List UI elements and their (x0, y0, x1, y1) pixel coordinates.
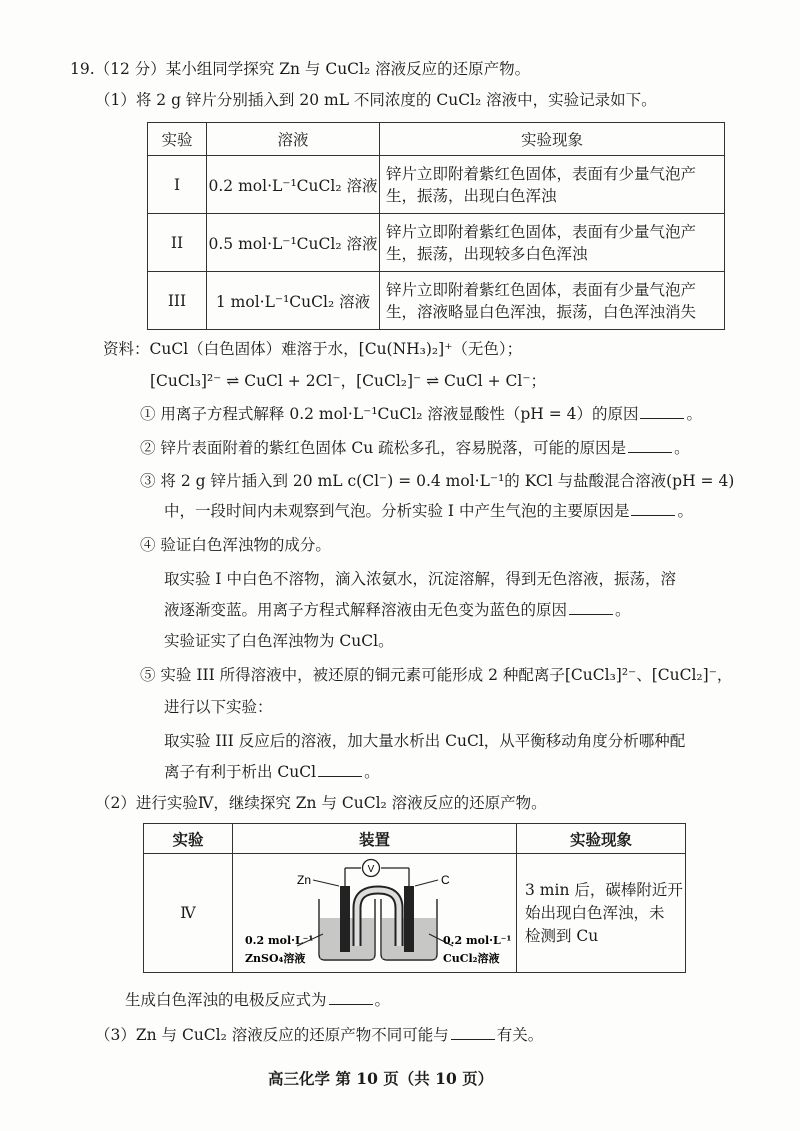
part2-intro: （2）进行实验Ⅳ，继续探究 Zn 与 CuCl₂ 溶液反应的还原产物。 (95, 794, 547, 812)
header-observation: 实验现象 (517, 824, 686, 854)
sub-question-5b: 进行以下实验： (164, 698, 273, 716)
observation-cell: 锌片立即附着紫红色固体，表面有少量气泡产 生，振荡，出现较多白色浑浊 (380, 214, 725, 272)
sub-question-5a: ⑤ 实验 III 所得溶液中，被还原的铜元素可能形成 2 种配离子[CuCl₃]²⁻、[CuCl₂]⁻， (140, 666, 733, 684)
zinc-electrode-icon (340, 886, 350, 952)
experiment-table-1 (147, 122, 725, 330)
svg-text:V: V (367, 864, 375, 875)
sub-question-3a: ③ 将 2 g 锌片插入到 20 mL c(Cl⁻) = 0.4 mol·L⁻¹的 KCl 与盐酸混合溶液(pH = 4) (140, 472, 735, 490)
table-row (148, 214, 725, 272)
header-exp: 实验 (144, 824, 233, 854)
electrochemical-cell-diagram (233, 854, 516, 972)
part1-intro: （1）将 2 g 锌片分别插入到 20 mL 不同浓度的 CuCl₂ 溶液中，实验记录如下。 (95, 91, 657, 109)
svg-text:CuCl₂溶液: CuCl₂溶液 (443, 952, 500, 965)
solution-cell: 1 mol·L⁻¹CuCl₂ 溶液 (207, 272, 380, 330)
exp-id: III (148, 272, 207, 330)
table-row (148, 156, 725, 214)
exp-id: Ⅳ (144, 854, 233, 973)
sub-question-4: ④ 验证白色浑浊物的成分。 (140, 536, 331, 554)
header-exp: 实验 (148, 123, 207, 156)
sub-question-5d: 离子有利于析出 CuCl 。 (164, 763, 380, 781)
observation-cell: 锌片立即附着紫红色固体，表面有少量气泡产 生，溶液略显白色浑浊，振荡，白色浑浊消失 (380, 272, 725, 330)
svg-text:ZnSO₄溶液: ZnSO₄溶液 (245, 952, 306, 965)
answer-blank[interactable] (451, 1025, 495, 1040)
info-line-1: 资料：CuCl（白色固体）难溶于水，[Cu(NH₃)₂]⁺（无色）； (103, 340, 523, 358)
header-solution: 溶液 (207, 123, 380, 156)
answer-blank[interactable] (631, 501, 675, 516)
carbon-electrode-icon (404, 886, 414, 952)
svg-text:0.2 mol·L⁻¹: 0.2 mol·L⁻¹ (245, 934, 314, 947)
experiment-table-2 (143, 823, 686, 973)
table-row (148, 272, 725, 330)
header-observation: 实验现象 (380, 123, 725, 156)
part2-question: 生成白色浑浊的电极反应式为 。 (125, 991, 391, 1009)
svg-text:C: C (441, 873, 450, 887)
svg-text:Zn: Zn (297, 873, 312, 887)
sub-question-4a: 取实验 I 中白色不溶物，滴入浓氨水，沉淀溶解，得到无色溶液，振荡，溶 (164, 570, 676, 588)
part3-question: （3）Zn 与 CuCl₂ 溶液反应的还原产物不同可能与 有关。 (95, 1026, 544, 1044)
observation-cell: 3 min 后，碳棒附近开 始出现白色浑浊，未 检测到 Cu (517, 854, 686, 973)
answer-blank[interactable] (329, 990, 373, 1005)
sub-question-4c: 实验证实了白色浑浊物为 CuCl。 (164, 632, 394, 650)
solution-cell: 0.5 mol·L⁻¹CuCl₂ 溶液 (207, 214, 380, 272)
exp-id: I (148, 156, 207, 214)
answer-blank[interactable] (628, 438, 672, 453)
answer-blank[interactable] (569, 600, 613, 615)
svg-text:0.2 mol·L⁻¹: 0.2 mol·L⁻¹ (443, 934, 512, 947)
sub-question-3b: 中，一段时间内未观察到气泡。分析实验 I 中产生气泡的主要原因是 。 (164, 502, 693, 520)
sub-question-4b: 液逐渐变蓝。用离子方程式解释溶液由无色变为蓝色的原因 。 (164, 601, 631, 619)
observation-cell: 锌片立即附着紫红色固体，表面有少量气泡产 生，振荡，出现白色浑浊 (380, 156, 725, 214)
answer-blank[interactable] (640, 404, 684, 419)
sub-question-1: ① 用离子方程式解释 0.2 mol·L⁻¹CuCl₂ 溶液显酸性（pH = 4）的原因 。 (140, 405, 702, 423)
sub-question-2: ② 锌片表面附着的紫红色固体 Cu 疏松多孔，容易脱落，可能的原因是 。 (140, 439, 690, 457)
question-title: 19.（12 分）某小组同学探究 Zn 与 CuCl₂ 溶液反应的还原产物。 (70, 60, 531, 78)
header-apparatus: 装置 (233, 824, 517, 854)
exp-id: II (148, 214, 207, 272)
solution-cell: 0.2 mol·L⁻¹CuCl₂ 溶液 (207, 156, 380, 214)
info-line-2: [CuCl₃]²⁻ ⇌ CuCl + 2Cl⁻，[CuCl₂]⁻ ⇌ CuCl + Cl⁻； (150, 372, 547, 390)
apparatus-cell (233, 854, 517, 973)
page-footer: 高三化学 第 10 页（共 10 页） (268, 1069, 494, 1088)
answer-blank[interactable] (318, 762, 362, 777)
sub-question-5c: 取实验 III 反应后的溶液，加大量水析出 CuCl，从平衡移动角度分析哪种配 (164, 732, 686, 750)
